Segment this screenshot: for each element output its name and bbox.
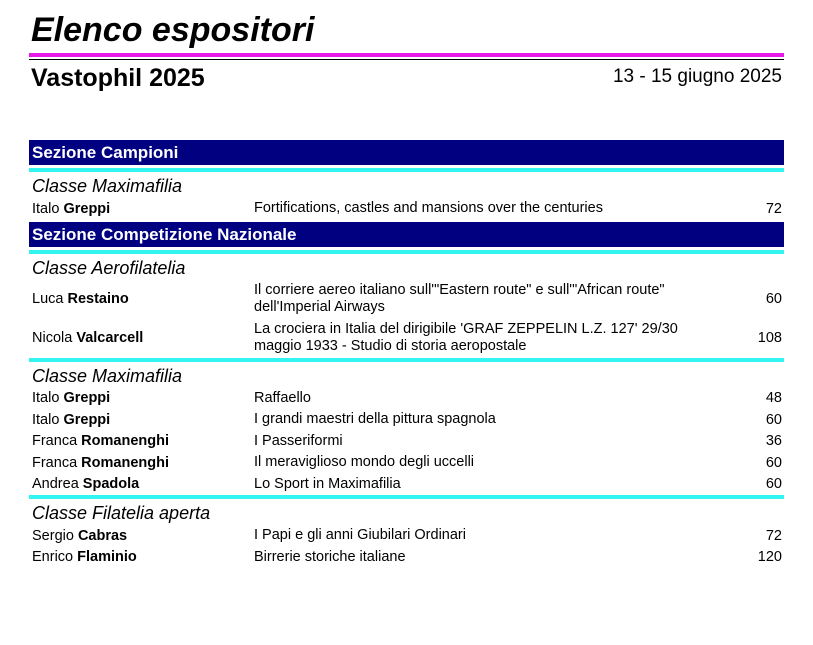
table-row (29, 198, 784, 220)
class-block (29, 501, 784, 568)
event-dates: 13 - 15 giugno 2025 (612, 66, 782, 87)
exhibitor-last-name: Valcarcell (76, 330, 144, 346)
exhibit-title: I Passeriformi (254, 432, 343, 449)
exhibitor-last-name: Restaino (67, 291, 129, 307)
class-block (29, 174, 784, 220)
class-heading: Classe Filatelia aperta (32, 503, 211, 523)
exhibitor-last-name: Greppi (63, 411, 111, 428)
exhibit-points: 60 (765, 291, 782, 307)
table-row (29, 388, 784, 410)
table-row (29, 280, 784, 319)
exhibitor-last-name: Greppi (63, 200, 111, 217)
exhibitor-last-name: Spadola (82, 476, 140, 493)
event-name: Vastophil 2025 (31, 64, 205, 92)
class-heading: Classe Aerofilatelia (32, 257, 186, 278)
exhibit-title: Birrerie storiche italiane (254, 548, 406, 565)
exhibit-title: Il corriere aereo italiano sull'"Eastern route" e sull'"African route" dell'Imperial Airways (254, 282, 665, 315)
exhibitor-first-name: Franca (32, 454, 78, 471)
exhibit-points: 72 (765, 527, 782, 544)
table-row (29, 474, 784, 496)
exhibitor-last-name: Romanenghi (81, 433, 169, 450)
class-rule (29, 358, 784, 362)
exhibitor-name (29, 528, 254, 544)
exhibitor-name (29, 412, 254, 428)
exhibit-title: Il meraviglioso mondo degli uccelli (254, 454, 475, 471)
exhibitor-first-name: Italo (32, 411, 60, 428)
exhibit-points: 60 (765, 454, 782, 471)
exhibit-points: 72 (765, 200, 782, 217)
section-header: Sezione Campioni (29, 140, 784, 165)
table-row (29, 452, 784, 474)
exhibitor-name (29, 291, 254, 307)
exhibit-title: I grandi maestri della pittura spagnola (254, 411, 496, 428)
exhibit-points: 48 (765, 390, 782, 407)
title-thin-rule (29, 59, 784, 60)
table-row (29, 431, 784, 453)
exhibitor-last-name: Flaminio (77, 549, 137, 566)
exhibitor-first-name: Nicola (32, 330, 73, 346)
title-underline (29, 53, 784, 57)
section-rule (29, 250, 784, 254)
exhibit-points: 60 (765, 476, 782, 493)
exhibitor-first-name: Sergio (32, 527, 74, 544)
section-spacer (29, 568, 784, 570)
exhibit-title: I Papi e gli anni Giubilari Ordinari (254, 527, 466, 544)
exhibitor-first-name: Franca (32, 433, 78, 450)
exhibit-title: Lo Sport in Maximafilia (254, 475, 401, 492)
class-block (29, 364, 784, 496)
exhibitor-first-name: Luca (32, 291, 64, 307)
exhibit-points: 108 (757, 330, 782, 346)
table-row (29, 547, 784, 569)
exhibitor-name (29, 201, 254, 217)
exhibitor-name (29, 549, 254, 565)
section-header: Sezione Competizione Nazionale (29, 222, 784, 247)
exhibitor-name (29, 390, 254, 406)
exhibit-title: Raffaello (254, 389, 311, 406)
exhibit-title: La crociera in Italia del dirigibile 'GRAF ZEPPELIN L.Z. 127' 29/30 maggio 1933 - Studio di storia aeropostale (254, 321, 678, 354)
class-block (29, 256, 784, 358)
exhibitor-name (29, 330, 254, 346)
exhibit-title: Fortifications, castles and mansions over the centuries (254, 200, 603, 217)
page-title: Elenco espositori (31, 11, 315, 49)
exhibitor-name (29, 455, 254, 471)
exhibitor-name (29, 433, 254, 449)
exhibitor-first-name: Andrea (32, 476, 79, 493)
exhibit-points: 120 (757, 549, 782, 566)
class-rule (29, 495, 784, 499)
exhibitor-first-name: Italo (32, 390, 60, 407)
exhibitor-list (29, 140, 784, 570)
exhibitor-name (29, 476, 254, 492)
class-heading: Classe Maximafilia (32, 365, 183, 386)
class-heading: Classe Maximafilia (32, 176, 183, 196)
section-rule (29, 168, 784, 172)
table-row (29, 319, 784, 358)
exhibit-points: 36 (765, 433, 782, 450)
table-row (29, 409, 784, 431)
exhibit-points: 60 (765, 411, 782, 428)
exhibitor-first-name: Enrico (32, 549, 74, 566)
exhibitor-last-name: Greppi (63, 390, 111, 407)
exhibitor-last-name: Romanenghi (81, 454, 169, 471)
table-row (29, 525, 784, 547)
exhibitor-last-name: Cabras (77, 527, 128, 544)
exhibitor-first-name: Italo (32, 200, 60, 217)
